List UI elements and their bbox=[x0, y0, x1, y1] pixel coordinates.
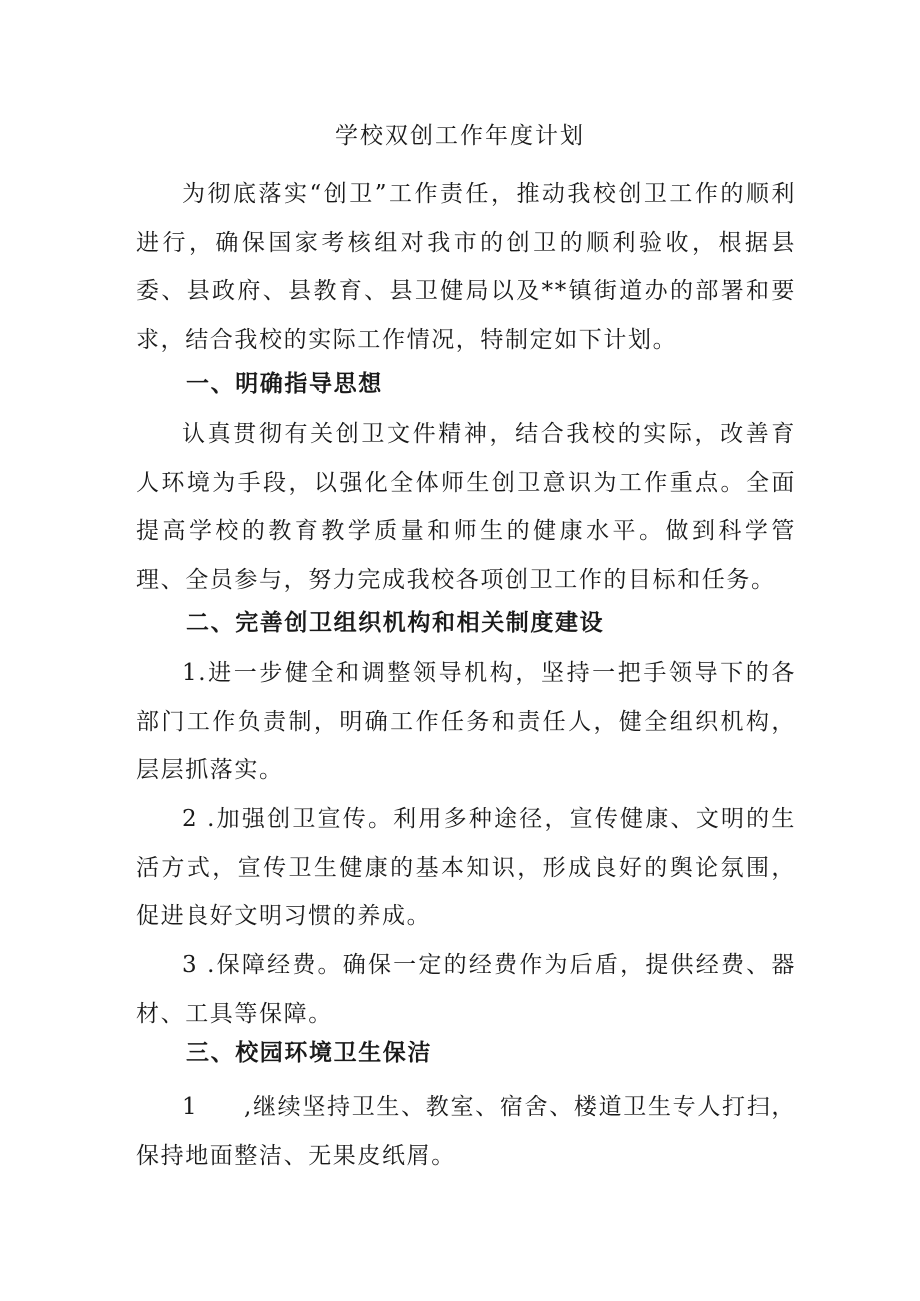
section-2-item-2 bbox=[136, 795, 796, 941]
item-text: ,继续坚持卫生、教室、宿舍、楼道卫生专人打扫，保持地面整洁、无果皮纸屑。 bbox=[136, 1094, 796, 1169]
intro-paragraph: 为彻底落实“创卫”工作责任，推动我校创卫工作的顺利进行，确保国家考核组对我市的创卫的顺利验收，根据县委、县政府、县教育、县卫健局以及**镇街道办的部署和要求，结合我校的实际工作情况，特制定如下计划。 bbox=[136, 181, 796, 353]
item-number: 1 bbox=[182, 1094, 199, 1120]
document-title: 学校双创工作年度计划 bbox=[335, 123, 585, 149]
item-number: 3 . bbox=[182, 952, 217, 978]
item-number: 2 . bbox=[182, 806, 217, 832]
item-text: 保障经费。确保一定的经费作为后盾，提供经费、器材、工具等保障。 bbox=[136, 952, 796, 1027]
section-heading-3: 三、校园环境卫生保洁 bbox=[186, 1039, 432, 1066]
section-3-item-1 bbox=[136, 1083, 796, 1180]
item-text: 进一步健全和调整领导机构，坚持一把手领导下的各部门工作负责制，明确工作任务和责任人，健全组织机构，层层抓落实。 bbox=[136, 660, 796, 783]
section-2-item-3 bbox=[136, 941, 796, 1038]
section-2-item-1 bbox=[136, 649, 796, 795]
item-text: 加强创卫宣传。利用多种途径，宣传健康、文明的生活方式，宣传卫生健康的基本知识，形成良好的舆论氛围，促进良好文明习惯的养成。 bbox=[136, 806, 796, 929]
section-heading-2: 二、完善创卫组织机构和相关制度建设 bbox=[186, 609, 605, 636]
section-heading-1: 一、明确指导思想 bbox=[186, 370, 383, 397]
section-1-paragraph: 认真贯彻有关创卫文件精神，结合我校的实际，改善育人环境为手段，以强化全体师生创卫意识为工作重点。全面提高学校的教育教学质量和师生的健康水平。做到科学管理、全员参与，努力完成我校各项创卫工作的目标和任务。 bbox=[136, 421, 796, 593]
item-number: 1. bbox=[182, 660, 208, 686]
